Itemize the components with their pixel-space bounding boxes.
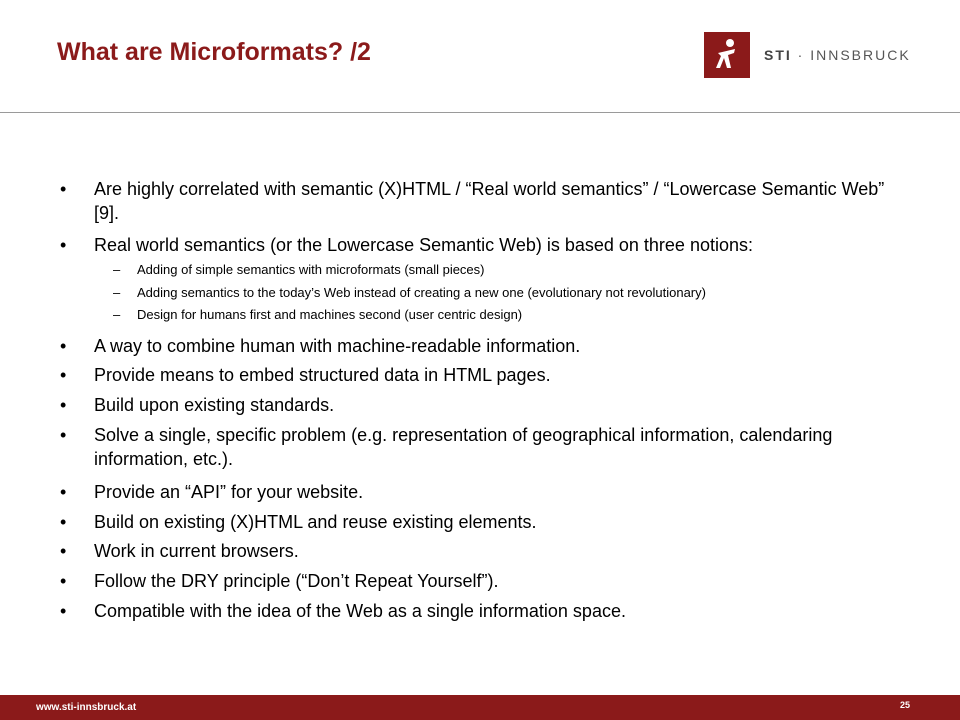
bullet-text: Build on existing (X)HTML and reuse existing elements. [94, 512, 537, 532]
bullet-symbol: • [60, 541, 67, 561]
logo-brand: STI [764, 47, 792, 63]
bullet-symbol: • [60, 395, 67, 415]
bullet-text: Compatible with the idea of the Web as a single information space. [94, 601, 626, 621]
sti-innsbruck-logo [704, 32, 911, 78]
bullet-text: Provide means to embed structured data in HTML pages. [94, 365, 551, 385]
title-divider [0, 112, 960, 113]
sub-bullet-symbol: – [113, 262, 121, 277]
logo-name: INNSBRUCK [810, 47, 911, 63]
bullet-symbol: • [60, 425, 67, 445]
slide-title: What are Microformats? /2 [57, 38, 371, 66]
sti-figure-icon [704, 32, 750, 78]
bullet-symbol: • [60, 336, 67, 356]
bullet-symbol: • [60, 235, 67, 255]
logo-wordmark [764, 47, 911, 63]
sub-bullet-text: Adding of simple semantics with microformats (small pieces) [137, 262, 485, 277]
bullet-text: A way to combine human with machine-readable information. [94, 336, 581, 356]
sub-bullet-symbol: – [113, 285, 121, 300]
bullet-text: Are highly correlated with semantic (X)HTML / “Real world semantics” / “Lowercase Semantic Web” [9]. [94, 179, 885, 223]
logo-separator: · [791, 47, 811, 63]
bullet-text: Real world semantics (or the Lowercase Semantic Web) is based on three notions: [94, 235, 753, 255]
sub-bullet-text: Adding semantics to the today’s Web instead of creating a new one (evolutionary not revolutionary) [137, 285, 706, 300]
bullet-text: Solve a single, specific problem (e.g. representation of geographical information, calendaring information, etc.). [94, 425, 833, 469]
bullet-text: Build upon existing standards. [94, 395, 335, 415]
sub-bullet-text: Design for humans first and machines second (user centric design) [137, 307, 523, 322]
page-number: 25 [900, 700, 911, 710]
bullet-symbol: • [60, 365, 67, 385]
bullet-symbol: • [60, 512, 67, 532]
bullet-text: Follow the DRY principle (“Don’t Repeat Yourself”). [94, 571, 499, 591]
bullet-symbol: • [60, 179, 67, 199]
bullet-symbol: • [60, 571, 67, 591]
bullet-text: Provide an “API” for your website. [94, 482, 364, 502]
bullet-symbol: • [60, 482, 67, 502]
bullet-symbol: • [60, 601, 67, 621]
bullet-text: Work in current browsers. [94, 541, 299, 561]
sub-bullet-symbol: – [113, 307, 121, 322]
footer-bar [0, 695, 960, 720]
footer-url[interactable]: www.sti-innsbruck.at [36, 702, 137, 713]
